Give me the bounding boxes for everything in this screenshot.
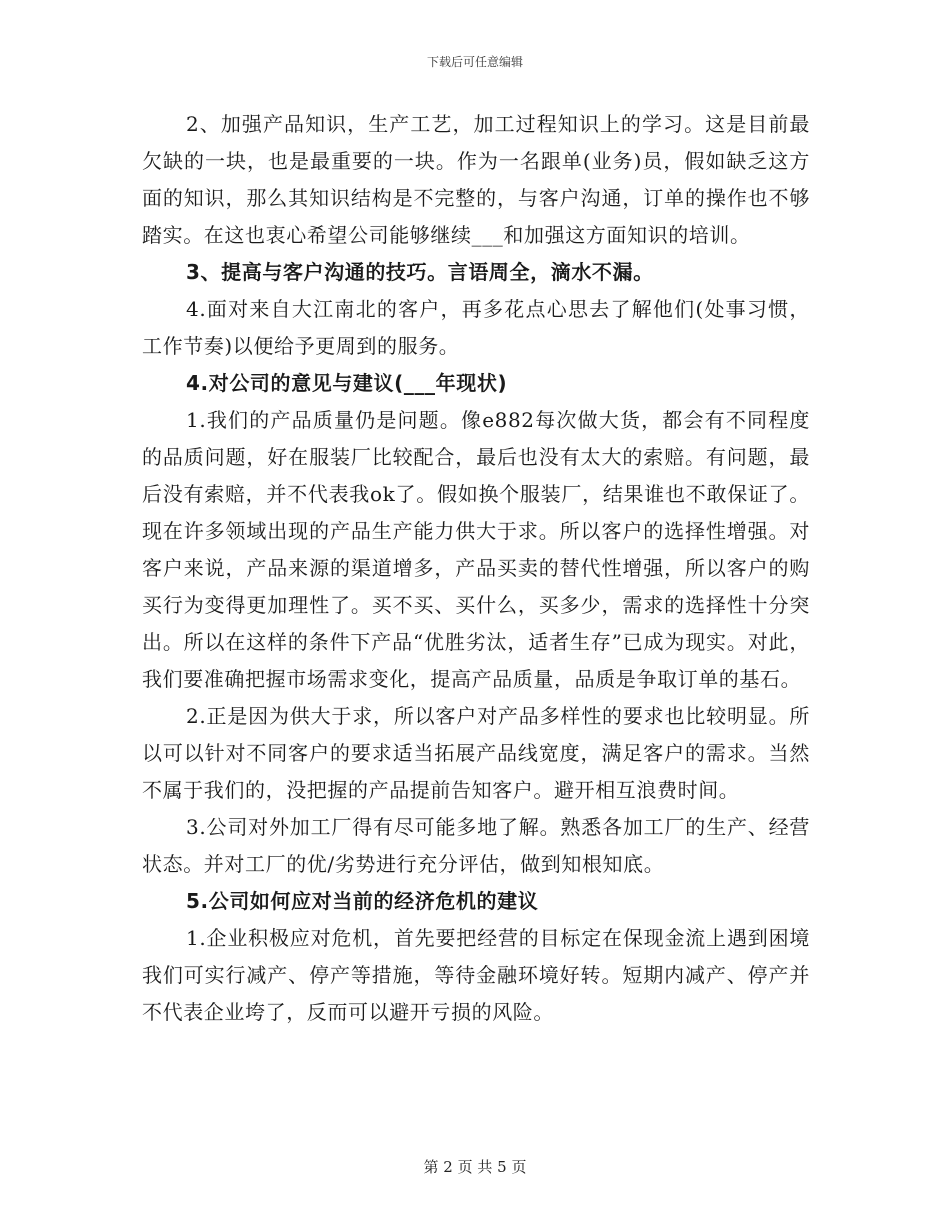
paragraph-product-diversity: 2.正是因为供大于求，所以客户对产品多样性的要求也比较明显。所以可以针对不同客户的要求适当拓展产品线宽度，满足客户的需求。当然不属于我们的，没把握的产品提前告知客户。避开相互浪费时间。: [142, 704, 810, 802]
heading-company-suggestions: 4.对公司的意见与建议(___年现状): [186, 371, 508, 395]
heading-communication-skills: 3、提高与客户沟通的技巧。言语周全，滴水不漏。: [186, 260, 654, 284]
paragraph-customer-service: 4.面对来自大江南北的客户，再多花点心思去了解他们(处事习惯，工作节奏)以便给予更周到的服务。: [142, 297, 810, 358]
heading-economic-crisis: 5.公司如何应对当前的经济危机的建议: [186, 889, 539, 913]
page-header: 下载后可任意编辑: [426, 55, 523, 69]
paragraph-cash-flow: 1.企业积极应对危机，首先要把经营的目标定在保现金流上遇到困境我们可实行减产、停产等措施，等待金融环境好转。短期内减产、停产并不代表企业垮了，反而可以避开亏损的风险。: [142, 926, 810, 1024]
paragraph-factory-knowledge: 3.公司对外加工厂得有尽可能多地了解。熟悉各加工厂的生产、经营状态。并对工厂的优/劣势进行充分评估，做到知根知底。: [142, 815, 810, 876]
paragraph-product-knowledge: 2、加强产品知识，生产工艺，加工过程知识上的学习。这是目前最欠缺的一块，也是最重要的一块。作为一名跟单(业务)员，假如缺乏这方面的知识，那么其知识结构是不完整的，与客户沟通，订单的操作也不够踏实。在这也衷心希望公司能够继续___和加强这方面知识的培训。: [142, 112, 810, 247]
page-number-footer: 第 2 页 共 5 页: [423, 1158, 527, 1176]
document-body: [142, 106, 810, 1031]
paragraph-product-quality: 1.我们的产品质量仍是问题。像e882每次做大货，都会有不同程度的品质问题，好在服装厂比较配合，最后也没有太大的索赔。有问题，最后没有索赔，并不代表我ok了。假如换个服装厂，结果谁也不敢保证了。现在许多领域出现的产品生产能力供大于求。所以客户的选择性增强。对客户来说，产品来源的渠道增多，产品买卖的替代性增强，所以客户的购买行为变得更加理性了。买不买、买什么，买多少，需求的选择性十分突出。所以在这样的条件下产品“优胜劣汰，适者生存”已成为现实。对此，我们要准确把握市场需求变化，提高产品质量，品质是争取订单的基石。: [142, 408, 810, 691]
